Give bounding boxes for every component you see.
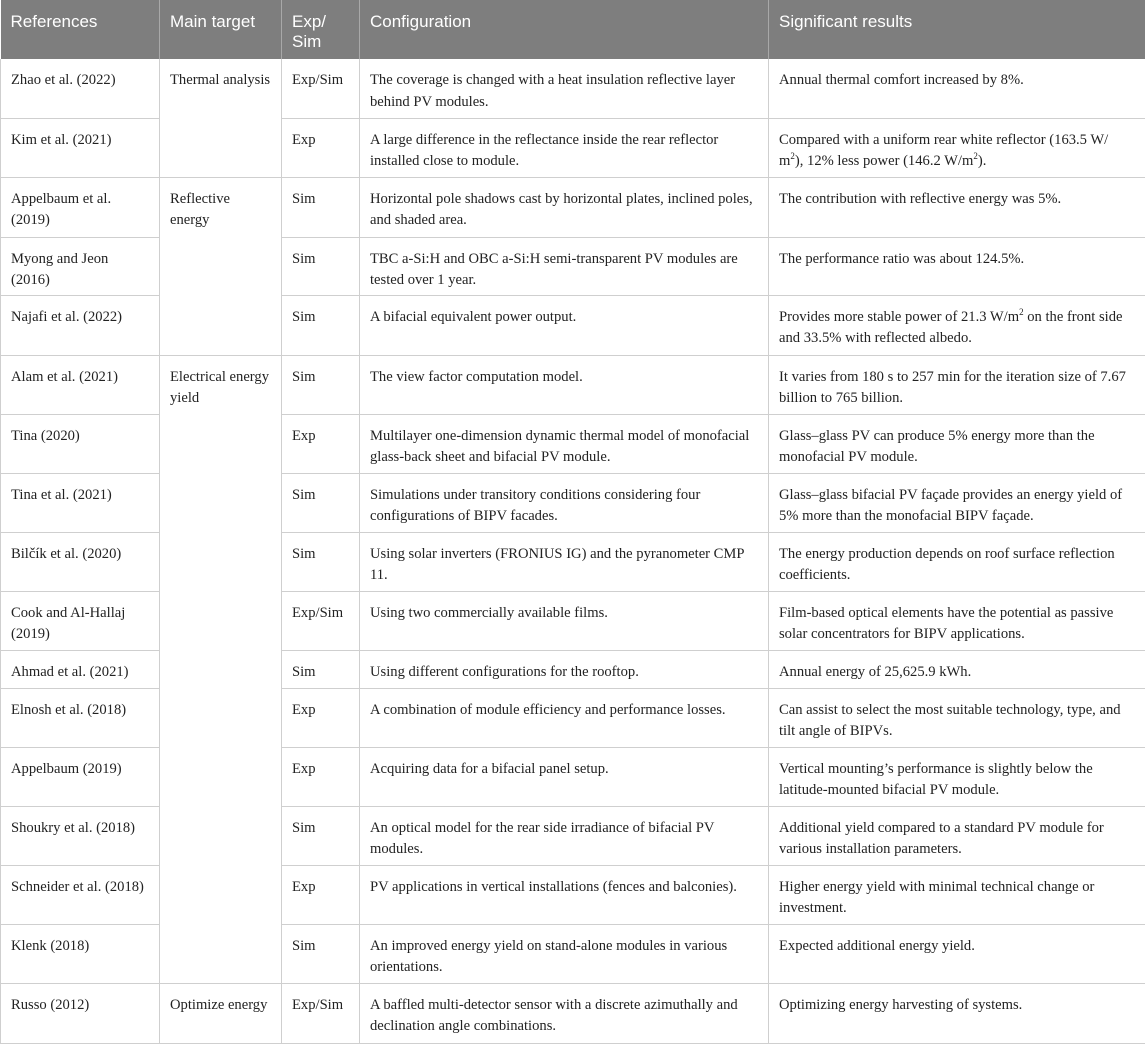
table-header bbox=[1, 0, 1145, 59]
cell-exp-sim: Sim bbox=[282, 295, 360, 355]
cell-reference: Appelbaum et al. (2019) bbox=[1, 177, 160, 237]
cell-significant-result: Annual thermal comfort increased by 8%. bbox=[769, 59, 1145, 118]
cell-exp-sim: Exp bbox=[282, 414, 360, 473]
cell-reference: Tina (2020) bbox=[1, 414, 160, 473]
cell-exp-sim: Sim bbox=[282, 237, 360, 295]
cell-configuration: Using two commercially available films. bbox=[360, 591, 769, 650]
cell-exp-sim: Exp bbox=[282, 865, 360, 924]
cell-main-target: Electrical energy yield bbox=[160, 355, 282, 983]
cell-main-target: Thermal analysis bbox=[160, 59, 282, 177]
table-row bbox=[1, 177, 1145, 237]
cell-exp-sim: Sim bbox=[282, 177, 360, 237]
cell-reference: Shoukry et al. (2018) bbox=[1, 806, 160, 865]
cell-reference: Ahmad et al. (2021) bbox=[1, 650, 160, 688]
cell-reference: Russo (2012) bbox=[1, 983, 160, 1043]
table-row bbox=[1, 355, 1145, 414]
cell-main-target: Reflective energy bbox=[160, 177, 282, 355]
cell-configuration: The view factor computation model. bbox=[360, 355, 769, 414]
cell-exp-sim: Sim bbox=[282, 650, 360, 688]
cell-configuration: Acquiring data for a bifacial panel setup. bbox=[360, 747, 769, 806]
cell-exp-sim: Sim bbox=[282, 806, 360, 865]
cell-reference: Cook and Al-Hallaj (2019) bbox=[1, 591, 160, 650]
cell-configuration: TBC a-Si:H and OBC a-Si:H semi-transparent PV modules are tested over 1 year. bbox=[360, 237, 769, 295]
cell-exp-sim: Exp/Sim bbox=[282, 59, 360, 118]
cell-configuration: Multilayer one-dimension dynamic thermal model of monofacial glass-back sheet and bifacial PV module. bbox=[360, 414, 769, 473]
cell-reference: Alam et al. (2021) bbox=[1, 355, 160, 414]
cell-configuration: Simulations under transitory conditions considering four configurations of BIPV facades. bbox=[360, 473, 769, 532]
cell-configuration: An optical model for the rear side irradiance of bifacial PV modules. bbox=[360, 806, 769, 865]
cell-significant-result: The energy production depends on roof surface reflection coefficients. bbox=[769, 532, 1145, 591]
cell-significant-result: Expected additional energy yield. bbox=[769, 924, 1145, 983]
header-row bbox=[1, 0, 1145, 59]
table-row bbox=[1, 983, 1145, 1043]
cell-reference: Schneider et al. (2018) bbox=[1, 865, 160, 924]
cell-significant-result: Annual energy of 25,625.9 kWh. bbox=[769, 650, 1145, 688]
header-references: References bbox=[1, 0, 160, 59]
cell-configuration: Horizontal pole shadows cast by horizontal plates, inclined poles, and shaded area. bbox=[360, 177, 769, 237]
cell-significant-result: The performance ratio was about 124.5%. bbox=[769, 237, 1145, 295]
cell-configuration: A large difference in the reflectance inside the rear reflector installed close to module. bbox=[360, 118, 769, 177]
cell-significant-result: Vertical mounting’s performance is slightly below the latitude-mounted bifacial PV module. bbox=[769, 747, 1145, 806]
cell-significant-result: Film-based optical elements have the potential as passive solar concentrators for BIPV applications. bbox=[769, 591, 1145, 650]
cell-exp-sim: Sim bbox=[282, 924, 360, 983]
cell-exp-sim: Sim bbox=[282, 355, 360, 414]
cell-configuration: A bifacial equivalent power output. bbox=[360, 295, 769, 355]
cell-significant-result: Glass–glass bifacial PV façade provides an energy yield of 5% more than the monofacial BIPV façade. bbox=[769, 473, 1145, 532]
header-exp-sim: Exp/ Sim bbox=[282, 0, 360, 59]
cell-configuration: The coverage is changed with a heat insulation reflective layer behind PV modules. bbox=[360, 59, 769, 118]
header-main-target: Main target bbox=[160, 0, 282, 59]
cell-reference: Myong and Jeon (2016) bbox=[1, 237, 160, 295]
cell-exp-sim: Exp/Sim bbox=[282, 591, 360, 650]
cell-configuration: An improved energy yield on stand-alone modules in various orientations. bbox=[360, 924, 769, 983]
cell-exp-sim: Exp bbox=[282, 747, 360, 806]
cell-configuration: Using solar inverters (FRONIUS IG) and the pyranometer CMP 11. bbox=[360, 532, 769, 591]
cell-reference: Zhao et al. (2022) bbox=[1, 59, 160, 118]
cell-exp-sim: Sim bbox=[282, 532, 360, 591]
cell-significant-result: Can assist to select the most suitable technology, type, and tilt angle of BIPVs. bbox=[769, 688, 1145, 747]
cell-reference: Kim et al. (2021) bbox=[1, 118, 160, 177]
table-row bbox=[1, 59, 1145, 118]
cell-reference: Tina et al. (2021) bbox=[1, 473, 160, 532]
cell-significant-result: It varies from 180 s to 257 min for the iteration size of 7.67 billion to 765 billion. bbox=[769, 355, 1145, 414]
cell-configuration: PV applications in vertical installations (fences and balconies). bbox=[360, 865, 769, 924]
cell-exp-sim: Exp bbox=[282, 118, 360, 177]
cell-reference: Najafi et al. (2022) bbox=[1, 295, 160, 355]
cell-reference: Appelbaum (2019) bbox=[1, 747, 160, 806]
cell-significant-result: The contribution with reflective energy was 5%. bbox=[769, 177, 1145, 237]
cell-exp-sim: Exp/Sim bbox=[282, 983, 360, 1043]
cell-configuration: A baffled multi-detector sensor with a discrete azimuthally and declination angle combinations. bbox=[360, 983, 769, 1043]
cell-main-target: Optimize energy bbox=[160, 983, 282, 1043]
cell-configuration: A combination of module efficiency and performance losses. bbox=[360, 688, 769, 747]
cell-significant-result: Compared with a uniform rear white reflector (163.5 W/ $m^2$), 12% less power (146.2 $W/m^2$). bbox=[769, 118, 1145, 177]
cell-significant-result: Additional yield compared to a standard PV module for various installation parameters. bbox=[769, 806, 1145, 865]
cell-exp-sim: Sim bbox=[282, 473, 360, 532]
cell-reference: Klenk (2018) bbox=[1, 924, 160, 983]
header-significant-results: Significant results bbox=[769, 0, 1145, 59]
table-body bbox=[1, 59, 1145, 1043]
cell-significant-result: Glass–glass PV can produce 5% energy more than the monofacial PV module. bbox=[769, 414, 1145, 473]
cell-reference: Bilčík et al. (2020) bbox=[1, 532, 160, 591]
cell-reference: Elnosh et al. (2018) bbox=[1, 688, 160, 747]
cell-configuration: Using different configurations for the rooftop. bbox=[360, 650, 769, 688]
header-configuration: Configuration bbox=[360, 0, 769, 59]
cell-significant-result: Provides more stable power of 21.3 $W/m^2$ on the front side and 33.5% with reflected albedo. bbox=[769, 295, 1145, 355]
cell-exp-sim: Exp bbox=[282, 688, 360, 747]
cell-significant-result: Optimizing energy harvesting of systems. bbox=[769, 983, 1145, 1043]
cell-significant-result: Higher energy yield with minimal technical change or investment. bbox=[769, 865, 1145, 924]
